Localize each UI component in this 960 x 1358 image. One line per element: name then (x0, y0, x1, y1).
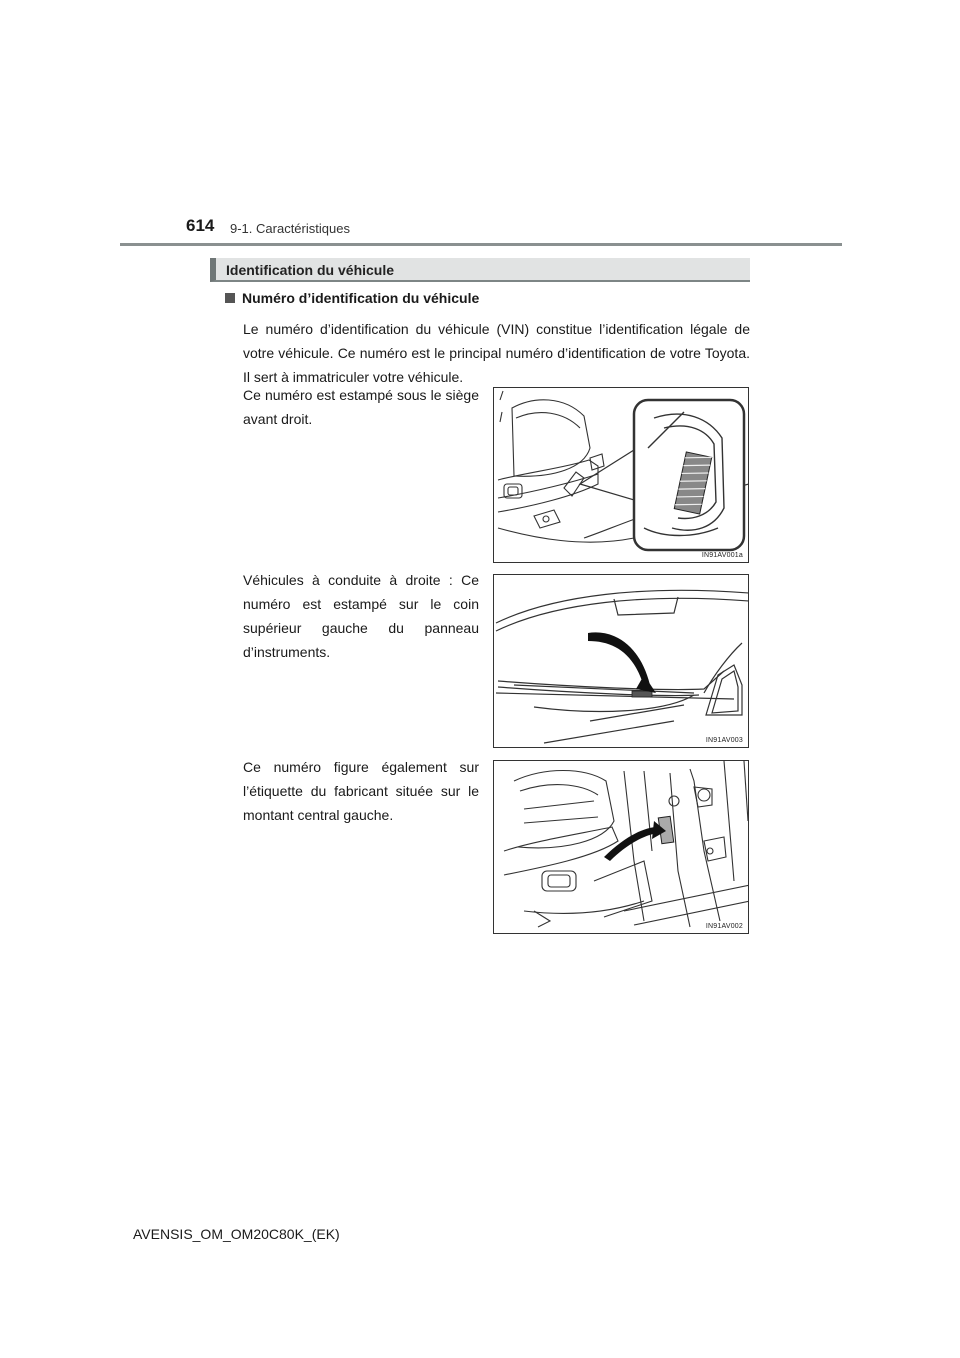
seat-illustration (494, 388, 749, 563)
dashboard-illustration (494, 575, 749, 748)
item-text-dashboard: Véhicules à conduite à droite : Ce numéro est estampé sur le coin supérieur gauche du panneau d’instruments. (243, 572, 479, 660)
sub-heading-text: Numéro d’identification du véhicule (242, 290, 480, 306)
intro-paragraph: Le numéro d’identification du véhicule (VIN) constitue l’identification légale de votre véhicule. Ce numéro est le principal numéro d’identification de votre Toyota. Il sert à immatriculer votre véhicule. (243, 321, 750, 385)
page-number: 614 (186, 216, 215, 235)
breadcrumb: 9-1. Caractéristiques (230, 221, 350, 236)
pillar-illustration (494, 761, 749, 934)
footer-doc-code: AVENSIS_OM_OM20C80K_(EK) (133, 1226, 340, 1242)
figure-seat-vin (493, 387, 749, 563)
section-title: Identification du véhicule (226, 262, 395, 278)
sub-heading (225, 290, 479, 306)
header-rule (120, 243, 842, 246)
figure-pillar-label (493, 760, 749, 934)
item-text-seat: Ce numéro est estampé sous le siège avant droit. (243, 387, 479, 427)
section-header (210, 258, 750, 282)
figure-code: IN91AV002 (705, 923, 743, 930)
square-bullet-icon (225, 293, 235, 303)
figure-code: IN91AV003 (705, 737, 743, 744)
figure-code: IN91AV001a (701, 552, 743, 559)
figure-dashboard-vin (493, 574, 749, 748)
item-text-pillar: Ce numéro figure également sur l’étiquette du fabricant située sur le montant central gauche. (243, 759, 479, 823)
